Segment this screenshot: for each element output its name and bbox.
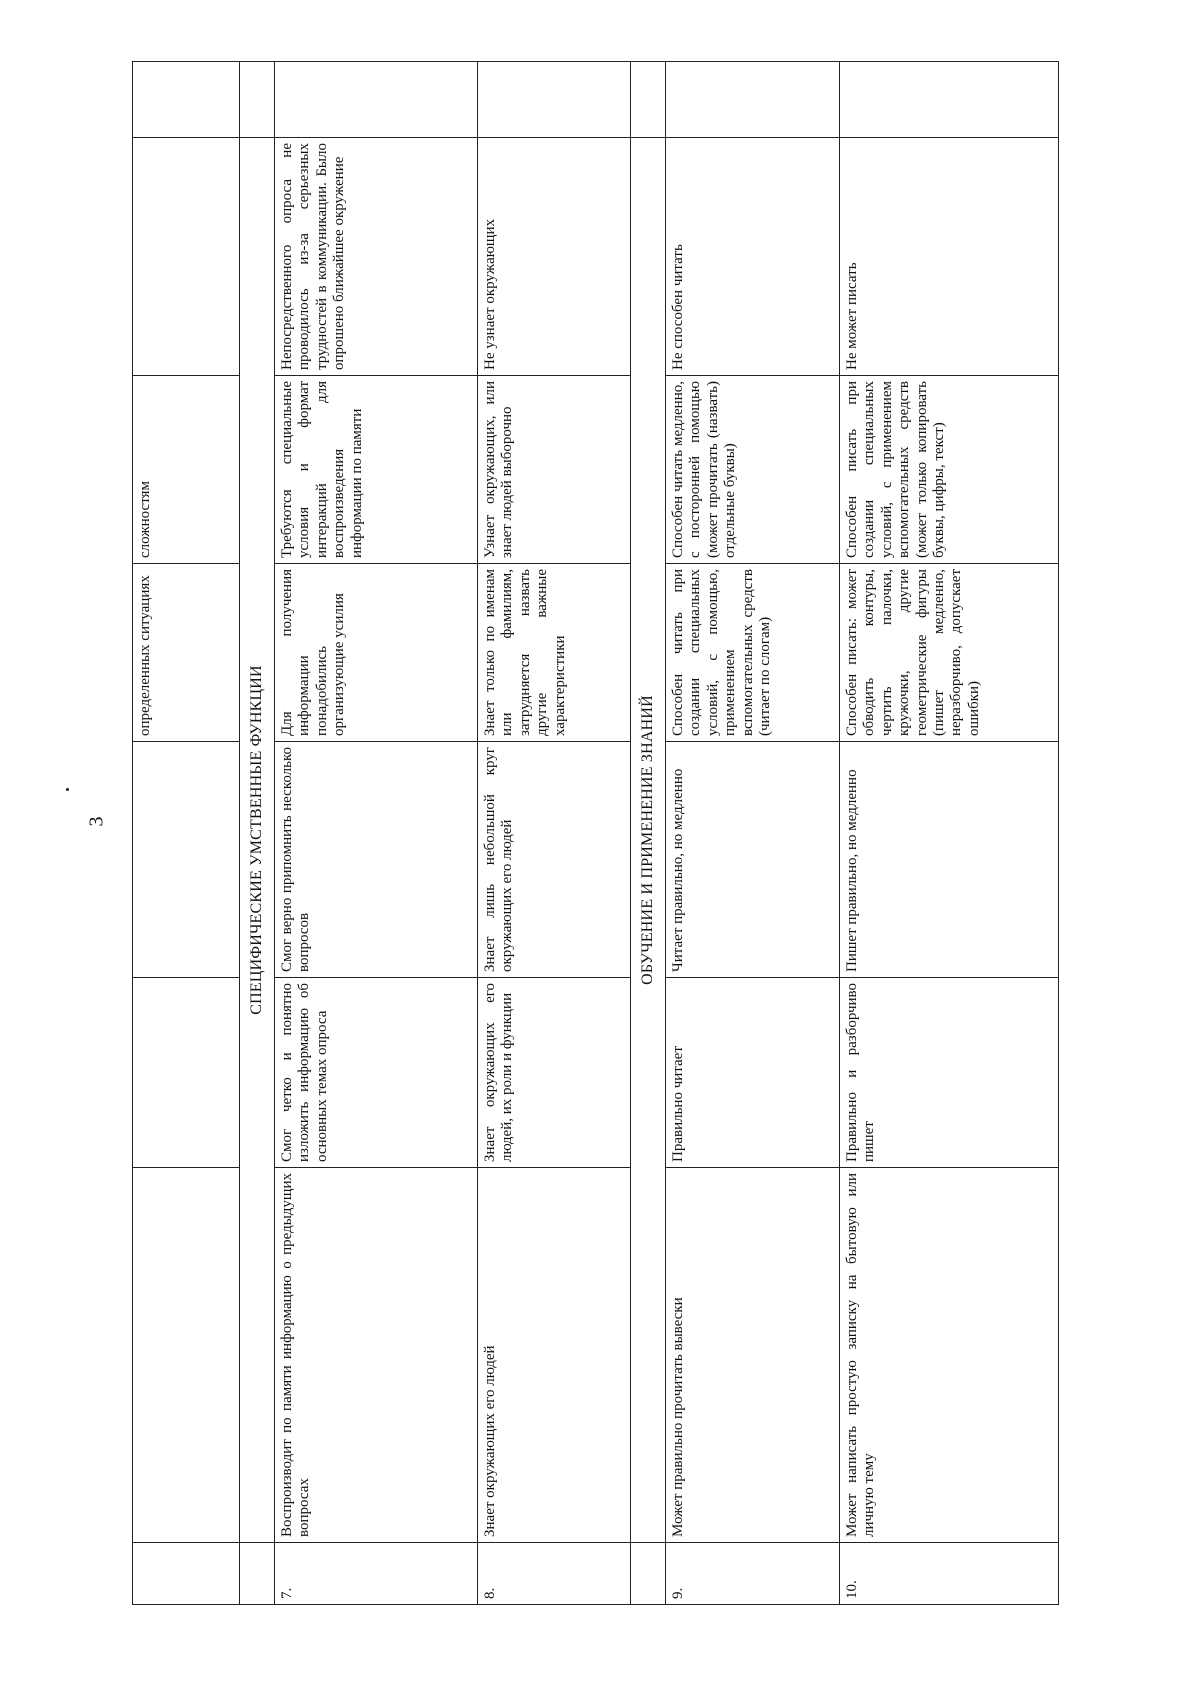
task-cell: Воспроизводит по памяти информацию о предыдущих вопросах [275, 1168, 478, 1543]
row-number: 9. [666, 1543, 840, 1605]
level-cell-b: Пишет правильно, но медленно [840, 742, 1059, 978]
level-cell-f [275, 62, 478, 138]
section-spacer [631, 62, 666, 138]
section-title-learning: ОБУЧЕНИЕ И ПРИМЕНЕНИЕ ЗНАНИЙ [631, 138, 666, 1543]
level-cell-a: Правильно читает [666, 978, 840, 1168]
row-number: 7. [275, 1543, 478, 1605]
table-row [840, 62, 1059, 1605]
level-cell-b: Знает лишь небольшой круг окружающих его людей [478, 742, 631, 978]
level-cell-a: Знает окружающих его людей, их роли и функции [478, 978, 631, 1168]
level-cell-d: Способен читать медленно, с посторонней помощью (может прочитать (назвать) отдельные буквы) [666, 376, 840, 564]
header-cell-d: сложностям [133, 376, 240, 564]
rotated-table-wrapper [132, 62, 1055, 1605]
level-cell-d: Требуются специальные условия и формат интеракций для воспроизведения информации по памяти [275, 376, 478, 564]
section-spacer [240, 62, 275, 138]
level-cell-e: Не узнает окружающих [478, 138, 631, 376]
assessment-table [132, 61, 1059, 1605]
scan-speck [66, 788, 69, 791]
level-cell-f [478, 62, 631, 138]
level-cell-d: Узнает окружающих, или знает людей выборочно [478, 376, 631, 564]
level-cell-c: Способен писать: может обводить контуры, чертить палочки, кружочки, другие геометрические фигуры (пишет медленно, неразборчиво, допускает ошибки) [840, 564, 1059, 742]
level-cell-b: Смог верно припомнить несколько вопросов [275, 742, 478, 978]
task-cell: Может правильно прочитать вывески [666, 1168, 840, 1543]
header-cell-num [133, 1543, 240, 1605]
row-number: 8. [478, 1543, 631, 1605]
table-row [275, 62, 478, 1605]
header-cell-task [133, 1168, 240, 1543]
task-cell: Знает окружающих его людей [478, 1168, 631, 1543]
header-cell-e [133, 138, 240, 376]
level-cell-f [666, 62, 840, 138]
header-cell-a [133, 978, 240, 1168]
level-cell-a: Смог четко и понятно изложить информацию об основных темах опроса [275, 978, 478, 1168]
level-cell-a: Правильно и разборчиво пишет [840, 978, 1059, 1168]
table-header-row [133, 62, 240, 1605]
level-cell-c: Для получения информации понадобились организующие усилия [275, 564, 478, 742]
table-row [666, 62, 840, 1605]
level-cell-b: Читает правильно, но медленно [666, 742, 840, 978]
table-row [478, 62, 631, 1605]
row-number: 10. [840, 1543, 1059, 1605]
section-row-learning [631, 62, 666, 1605]
section-spacer [240, 1543, 275, 1605]
header-cell-c: определенных ситуациях [133, 564, 240, 742]
header-cell-b [133, 742, 240, 978]
header-cell-f [133, 62, 240, 138]
section-title-mental: СПЕЦИФИЧЕСКИЕ УМСТВЕННЫЕ ФУНКЦИИ [240, 138, 275, 1543]
level-cell-c: Способен читать при создании специальных условий, с помощью, применением вспомогательных средств (читает по слогам) [666, 564, 840, 742]
level-cell-e: Не может писать [840, 138, 1059, 376]
task-cell: Может написать простую записку на бытовую или личную тему [840, 1168, 1059, 1543]
level-cell-e: Непосредственного опроса не проводилось из-за серьезных трудностей в коммуникации. Было опрошено ближайшее окружение [275, 138, 478, 376]
level-cell-d: Способен писать при создании специальных условий, с применением вспомогательных средств (может только копировать буквы, цифры, текст) [840, 376, 1059, 564]
level-cell-e: Не способен читать [666, 138, 840, 376]
assessment-table-container [132, 62, 1055, 1605]
section-spacer [631, 1543, 666, 1605]
page-number: 3 [85, 816, 108, 827]
section-row-mental [240, 62, 275, 1605]
level-cell-c: Знает только по именам или фамилиям, затрудняется назвать другие важные характеристики [478, 564, 631, 742]
level-cell-f [840, 62, 1059, 138]
